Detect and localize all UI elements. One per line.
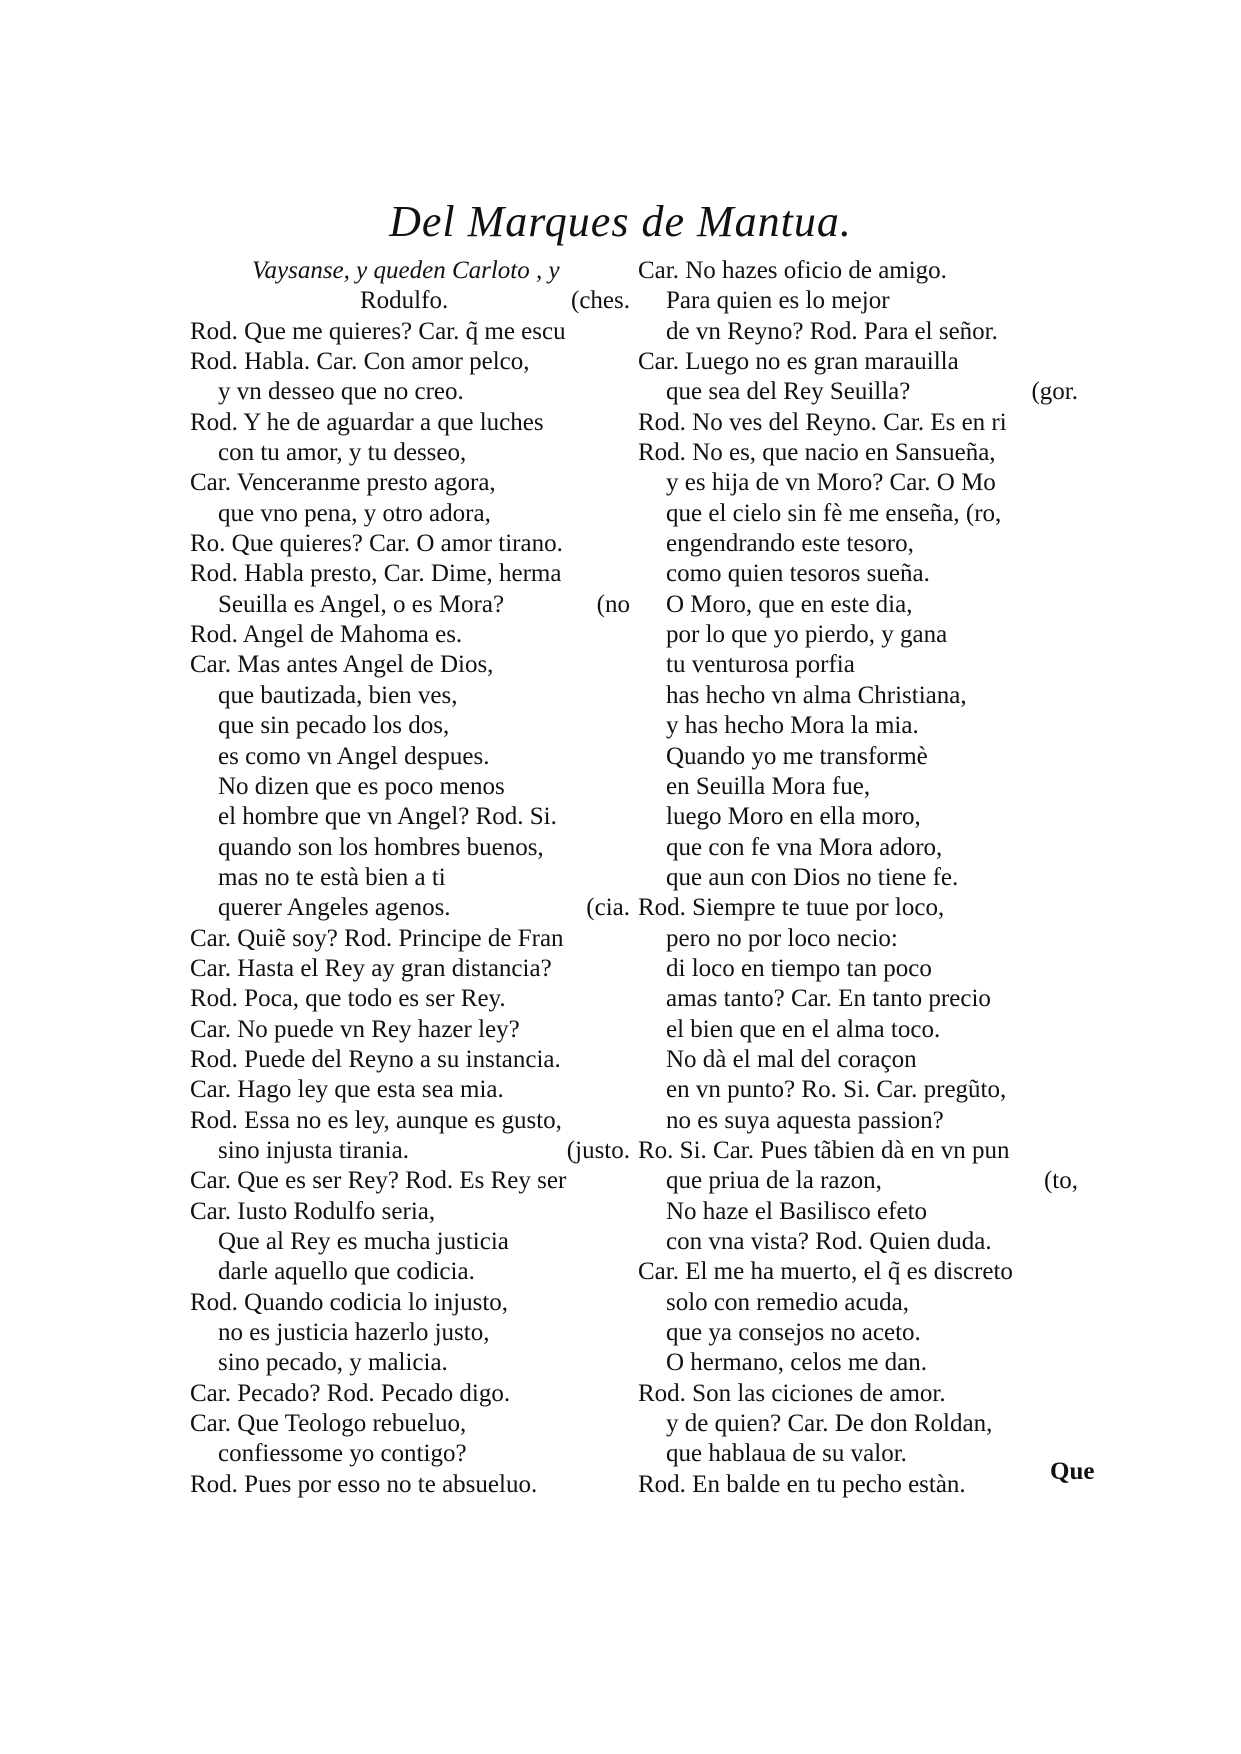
- verse-line: [190, 1470, 630, 1500]
- verse-line: [190, 772, 630, 802]
- verse-text: no es suya aquesta passion?: [666, 1106, 944, 1134]
- verse-line: [638, 711, 1078, 741]
- verse-text: que bautizada, bien ves,: [218, 681, 458, 709]
- verse-text: no es justicia hazerlo justo,: [218, 1319, 490, 1347]
- verse-text: Car. Hasta el Rey ay gran distancia?: [190, 954, 552, 982]
- verse-line: [638, 833, 1078, 863]
- verse-text: Vaysanse, y queden Carloto , y: [252, 257, 560, 284]
- verse-line: [190, 620, 630, 650]
- verse-line: [190, 1166, 630, 1196]
- verse-line: [190, 1045, 630, 1075]
- verse-line: [638, 317, 1078, 347]
- verse-line: [638, 347, 1078, 377]
- verse-line: [190, 347, 630, 377]
- verse-text: y vn desseo que no creo.: [218, 378, 464, 406]
- verse-text: mas no te està bien a ti: [218, 863, 446, 891]
- verse-line: [190, 1288, 630, 1318]
- verse-line: [190, 1409, 630, 1439]
- verse-text: con tu amor, y tu desseo,: [218, 439, 467, 467]
- catchword: Que: [1050, 1458, 1095, 1485]
- verse-text: Car. Hago ley que esta sea mia.: [190, 1076, 504, 1104]
- verse-text: Rod. Y he de aguardar a que luches: [190, 408, 544, 436]
- verse-text: que aun con Dios no tiene fe.: [666, 863, 959, 891]
- verse-text: en Seuilla Mora fue,: [666, 772, 871, 800]
- verse-line: [638, 1166, 1078, 1196]
- verse-line: [638, 529, 1078, 559]
- verse-text: Rod. Pues por esso no te absueluo.: [190, 1470, 538, 1498]
- verse-line: [190, 1106, 630, 1136]
- verse-text: Car. Iusto Rodulfo seria,: [190, 1197, 436, 1225]
- verse-line: [190, 377, 630, 407]
- verse-text: Rod. Habla presto, Car. Dime, herma: [190, 560, 562, 588]
- verse-text: solo con remedio acuda,: [666, 1288, 909, 1316]
- verse-turnover: (to,: [1043, 1167, 1078, 1195]
- verse-text: sino pecado, y malicia.: [218, 1349, 448, 1377]
- verse-line: [638, 1470, 1078, 1500]
- verse-line: [190, 1197, 630, 1227]
- verse-line: [638, 742, 1078, 772]
- verse-text: Rod. Poca, que todo es ser Rey.: [190, 985, 506, 1013]
- verse-text: Rod. No es, que nacio en Sansueña,: [638, 439, 996, 467]
- verse-text: Car. Venceranme presto agora,: [190, 469, 496, 497]
- left-column: [190, 256, 630, 1500]
- verse-line: [638, 438, 1078, 468]
- verse-line: [190, 1257, 630, 1287]
- verse-line: [638, 590, 1078, 620]
- verse-text: Rod. Puede del Reyno a su instancia.: [190, 1045, 561, 1073]
- verse-text: Que al Rey es mucha justicia: [218, 1228, 509, 1255]
- verse-text: Rod. No ves del Reyno. Car. Es en ri: [638, 408, 1007, 436]
- verse-text: el hombre que vn Angel? Rod. Si.: [218, 803, 557, 831]
- verse-text: Rod. Son las ciciones de amor.: [638, 1379, 946, 1407]
- verse-text: en vn punto? Ro. Si. Car. pregũto,: [666, 1076, 1007, 1104]
- verse-text: tu venturosa porfia: [666, 651, 855, 679]
- verse-line: [638, 256, 1078, 286]
- verse-text: Rod. Angel de Mahoma es.: [190, 621, 463, 649]
- verse-text: y has hecho Mora la mia.: [666, 712, 919, 740]
- verse-line: [190, 468, 630, 498]
- verse-line: [638, 1075, 1078, 1105]
- verse-line: [190, 742, 630, 772]
- verse-line: [190, 711, 630, 741]
- verse-line: [190, 954, 630, 984]
- verse-line: [638, 1288, 1078, 1318]
- verse-line: [638, 1106, 1078, 1136]
- verse-text: Quando yo me transformè: [666, 742, 928, 770]
- verse-text: el bien que en el alma toco.: [666, 1015, 941, 1043]
- verse-turnover: (gor.: [1031, 378, 1078, 406]
- verse-text: que sea del Rey Seuilla?: [666, 378, 911, 406]
- verse-line: [638, 377, 1078, 407]
- verse-text: que priua de la razon,: [666, 1167, 882, 1195]
- verse-line: [190, 438, 630, 468]
- verse-text: que hablaua de su valor.: [666, 1440, 907, 1468]
- verse-line: [190, 802, 630, 832]
- verse-line: [638, 286, 1078, 316]
- verse-text: y de quien? Car. De don Roldan,: [666, 1410, 993, 1438]
- verse-line: [638, 681, 1078, 711]
- verse-line: [190, 590, 630, 620]
- verse-text: Ro. Si. Car. Pues tãbien dà en vn pun: [638, 1136, 1010, 1164]
- verse-line: [190, 1075, 630, 1105]
- verse-line: [190, 286, 630, 316]
- verse-text: que con fe vna Mora adoro,: [666, 833, 943, 861]
- verse-text: Ro. Que quieres? Car. O amor tirano.: [190, 530, 563, 558]
- verse-line: [638, 408, 1078, 438]
- verse-line: [638, 1409, 1078, 1439]
- verse-line: [190, 1439, 630, 1469]
- verse-line: [190, 924, 630, 954]
- verse-text: Rod. Siempre te tuue por loco,: [638, 894, 945, 922]
- verse-line: [190, 1348, 630, 1378]
- verse-line: [638, 650, 1078, 680]
- verse-text: darle aquello que codicia.: [218, 1258, 475, 1286]
- verse-line: [638, 620, 1078, 650]
- verse-line: [638, 893, 1078, 923]
- verse-text: Car. Que es ser Rey? Rod. Es Rey ser: [190, 1167, 567, 1195]
- verse-text: que ya consejos no aceto.: [666, 1319, 921, 1347]
- verse-text: Car. Quiẽ soy? Rod. Principe de Fran: [190, 924, 564, 952]
- verse-text: Car. Que Teologo rebueluo,: [190, 1410, 467, 1438]
- verse-text: quando son los hombres buenos,: [218, 833, 544, 861]
- verse-turnover: (ches.: [571, 287, 630, 315]
- verse-line: [190, 1015, 630, 1045]
- verse-text: No dizen que es poco menos: [218, 772, 505, 800]
- verse-text: con vna vista? Rod. Quien duda.: [666, 1228, 992, 1255]
- verse-text: que el cielo sin fè me enseña, (ro,: [666, 499, 1002, 527]
- verse-line: [638, 1197, 1078, 1227]
- verse-line: [638, 863, 1078, 893]
- verse-text: es como vn Angel despues.: [218, 742, 490, 770]
- verse-line: [638, 499, 1078, 529]
- verse-text: Seuilla es Angel, o es Mora?: [218, 590, 505, 618]
- verse-line: [638, 802, 1078, 832]
- verse-text: Rod. Quando codicia lo injusto,: [190, 1288, 509, 1316]
- verse-text: de vn Reyno? Rod. Para el señor.: [666, 317, 998, 345]
- verse-text: No haze el Basilisco efeto: [666, 1197, 928, 1225]
- verse-line: [190, 559, 630, 589]
- verse-line: [638, 1318, 1078, 1348]
- verse-line: [190, 1318, 630, 1348]
- verse-text: confiessome yo contigo?: [218, 1440, 467, 1468]
- verse-line: [638, 468, 1078, 498]
- verse-text: que sin pecado los dos,: [218, 712, 450, 740]
- verse-line: [190, 984, 630, 1014]
- verse-text: sino injusta tirania.: [218, 1136, 409, 1164]
- verse-line: [638, 984, 1078, 1014]
- verse-text: Rod. Habla. Car. Con amor pelco,: [190, 348, 530, 376]
- page-title: Del Marques de Mantua.: [389, 197, 852, 246]
- verse-turnover: (cia.: [586, 894, 630, 922]
- verse-line: [638, 1136, 1078, 1166]
- verse-text: engendrando este tesoro,: [666, 530, 914, 558]
- verse-line: [638, 1045, 1078, 1075]
- verse-text: luego Moro en ella moro,: [666, 803, 921, 831]
- verse-line: [190, 1379, 630, 1409]
- verse-line: [638, 1379, 1078, 1409]
- verse-line: [638, 1227, 1078, 1257]
- verse-text: Rod. Que me quieres? Car. q̃ me escu: [190, 317, 566, 345]
- verse-line: [190, 529, 630, 559]
- verse-text: No dà el mal del coraçon: [666, 1045, 917, 1073]
- verse-line: [638, 1015, 1078, 1045]
- verse-text: Car. El me ha muerto, el q̃ es discreto: [638, 1258, 1013, 1286]
- verse-text: di loco en tiempo tan poco: [666, 954, 932, 982]
- verse-text: has hecho vn alma Christiana,: [666, 681, 967, 709]
- verse-line: [638, 924, 1078, 954]
- verse-text: amas tanto? Car. En tanto precio: [666, 985, 991, 1013]
- verse-line: [638, 772, 1078, 802]
- verse-text: querer Angeles agenos.: [218, 894, 451, 922]
- right-column: [638, 256, 1078, 1500]
- verse-turnover: (no: [596, 590, 630, 618]
- verse-line: [190, 317, 630, 347]
- verse-line: [190, 893, 630, 923]
- verse-text: Car. No puede vn Rey hazer ley?: [190, 1015, 520, 1043]
- verse-text: Car. Mas antes Angel de Dios,: [190, 651, 494, 679]
- verse-line: [190, 863, 630, 893]
- verse-line: [638, 1257, 1078, 1287]
- verse-line: [190, 256, 630, 286]
- verse-text: O Moro, que en este dia,: [666, 590, 913, 618]
- verse-turnover: (justo.: [566, 1136, 630, 1164]
- verse-line: [190, 408, 630, 438]
- verse-text: O hermano, celos me dan.: [666, 1349, 928, 1377]
- verse-text: por lo que yo pierdo, y gana: [666, 621, 948, 649]
- verse-text: Rodulfo.: [360, 287, 449, 315]
- verse-text: Car. No hazes oficio de amigo.: [638, 257, 947, 284]
- verse-text: pero no por loco necio:: [666, 924, 898, 952]
- verse-line: [190, 650, 630, 680]
- verse-line: [638, 954, 1078, 984]
- verse-line: [190, 1136, 630, 1166]
- verse-line: [190, 499, 630, 529]
- verse-line: [638, 559, 1078, 589]
- verse-line: [190, 681, 630, 711]
- verse-line: [190, 1227, 630, 1257]
- verse-text: Car. Pecado? Rod. Pecado digo.: [190, 1379, 511, 1407]
- verse-line: [638, 1348, 1078, 1378]
- verse-text: Car. Luego no es gran marauilla: [638, 348, 959, 376]
- verse-text: Para quien es lo mejor: [666, 287, 890, 315]
- verse-text: y es hija de vn Moro? Car. O Mo: [666, 469, 996, 497]
- verse-text: que vno pena, y otro adora,: [218, 499, 491, 527]
- verse-text: como quien tesoros sueña.: [666, 560, 930, 588]
- verse-line: [190, 833, 630, 863]
- verse-line: [638, 1439, 1078, 1469]
- verse-text: Rod. En balde en tu pecho estàn.: [638, 1470, 966, 1498]
- verse-text: Rod. Essa no es ley, aunque es gusto,: [190, 1106, 562, 1134]
